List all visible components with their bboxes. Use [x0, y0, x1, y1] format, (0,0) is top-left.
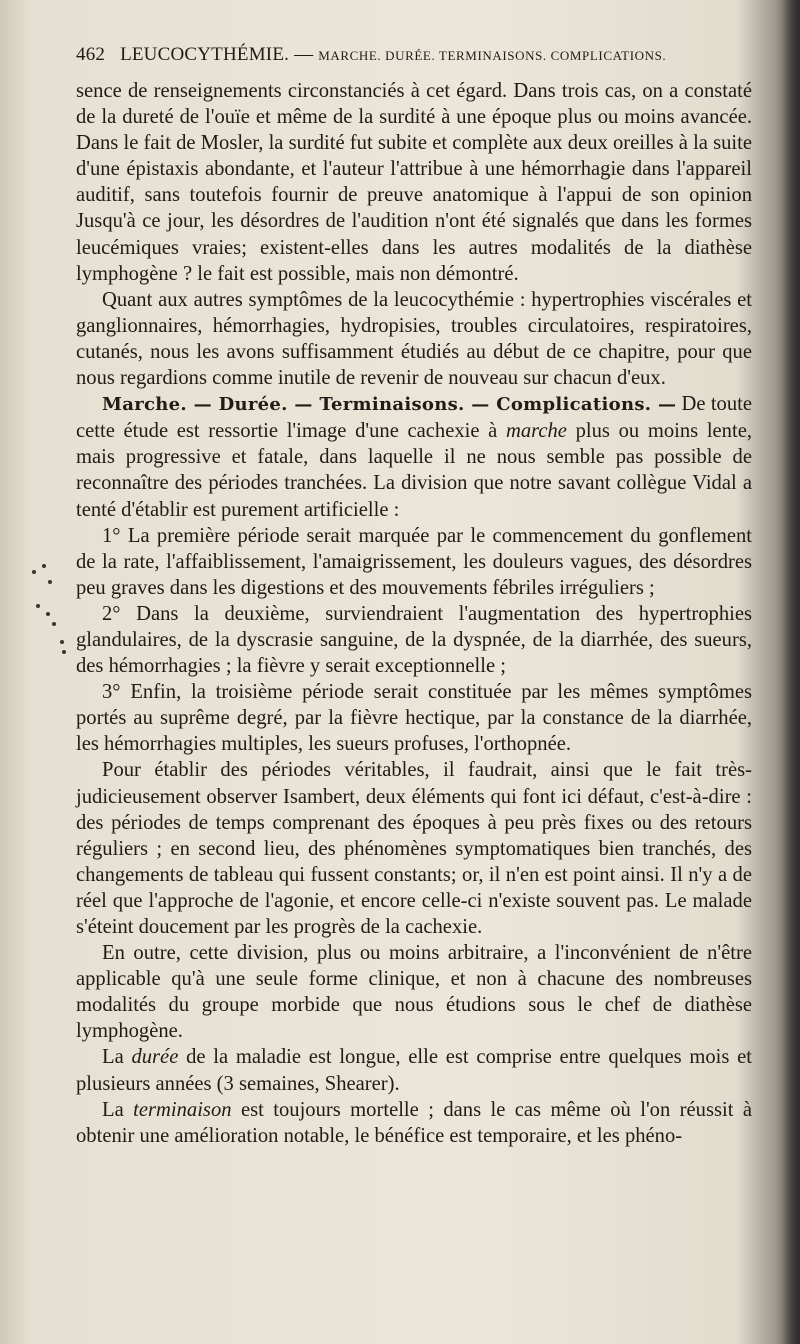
running-header: [76, 44, 756, 66]
paragraph-duree: [76, 1044, 752, 1096]
section-text-b: plus ou moins lente, mais progressive et fatale, dans laquelle il ne nous semble pas possible de reconnaître des périodes tranchées. La division que notre savant collègue Vidal a tenté d'établir est purement artificielle :: [76, 420, 752, 521]
ink-dot: [42, 564, 46, 568]
duree-text-b: de la maladie est longue, elle est comprise entre quelques mois et plusieurs années (3 semaines, Shearer).: [76, 1046, 752, 1095]
period-item-3: 3° Enfin, la troisième période serait constituée par les mêmes symptômes portés au suprême degré, par la fièvre hectique, par la constance de la diarrhée, les hémorrhagies multiples, les sueurs profuses, l'orthopnée.: [76, 681, 752, 756]
duree-text-a: La: [102, 1046, 132, 1069]
ink-dot: [48, 580, 52, 584]
section-italic: marche: [505, 420, 567, 443]
terminaison-italic: terminaison: [133, 1098, 232, 1121]
terminaison-text-b: est toujours mortelle ; dans le cas même où l'on réussit à obtenir une amélioration notable, le bénéfice est temporaire, et les phéno-: [76, 1098, 752, 1147]
margin-ink-marks: [28, 560, 68, 670]
paragraph-terminaison: [76, 1097, 752, 1149]
ink-dot: [60, 640, 64, 644]
page-number: 462: [76, 44, 106, 65]
ink-dot: [36, 604, 40, 608]
section-text-a: De toute cette étude est ressortie l'image d'une cachexie à: [76, 393, 752, 443]
page-edge-shadow: [782, 0, 800, 1344]
period-item-2: 2° Dans la deuxième, surviendraient l'augmentation des hypertrophies glandulaires, de la dyscrasie sanguine, de la dyspnée, de la diarrhée, des sueurs, des hémorrhagies ; la fièvre y serait exceptionnelle ;: [76, 602, 752, 678]
paragraph-symptoms: Quant aux autres symptômes de la leucocythémie : hypertrophies viscérales et ganglionnaires, hémorrhagies, hydropisies, troubles circulatoires, respiratoires, cutanés, nous les avons suffisamment étudiés au début de ce chapitre, pour que nous regardions comme inutile de revenir de nouveau sur chacun d'eux.: [76, 288, 752, 390]
ink-dot: [52, 622, 56, 626]
ink-dot: [62, 650, 66, 654]
section-run-in-heading: Marche. — Durée. — Terminaisons. — Complications. —: [102, 394, 677, 416]
running-subtitle: MARCHE. DURÉE. TERMINAISONS. COMPLICATIONS.: [318, 48, 667, 63]
body-text: [76, 78, 752, 1149]
duree-italic: durée: [131, 1046, 179, 1069]
terminaison-text-a: La: [102, 1098, 134, 1121]
ink-dot: [32, 570, 36, 574]
header-dash: —: [294, 44, 314, 65]
ink-dot: [46, 612, 50, 616]
paragraph-continued: sence de renseignements circonstanciés à cet égard. Dans trois cas, on a constaté de la dureté de l'ouïe et même de la surdité à une époque plus ou moins avancée. Dans le fait de Mosler, la surdité fut subite et complète aux deux oreilles à la suite d'une épistaxis abondante, et l'auteur l'attribue à une hémorrhagie dans l'appareil auditif, sans toutefois fournir de preuve anatomique à l'appui de son opinion Jusqu'à ce jour, les désordres de l'audition n'ont été signalés que dans les formes leucémiques vraies; existent-elles dans les autres modalités de la diathèse lymphogène ? le fait est possible, mais non démontré.: [76, 80, 752, 285]
paragraph-en-outre: En outre, cette division, plus ou moins arbitraire, a l'inconvénient de n'être applicable qu'à une seule forme clinique, et non à chacune des nombreuses modalités du groupe morbide que nous étudions sous le chef de diathèse lymphogène.: [76, 942, 752, 1043]
running-title: LEUCOCYTHÉMIE.: [120, 44, 290, 65]
section-paragraph: [76, 391, 752, 522]
period-item-1: 1° La première période serait marquée par le commencement du gonflement de la rate, l'affaiblissement, l'amaigrissement, les douleurs vagues, des désordres peu graves dans les digestions et des mouvements fébriles irréguliers ;: [76, 524, 752, 599]
paragraph-isambert: Pour établir des périodes véritables, il faudrait, ainsi que le fait très-judicieusement observer Isambert, deux éléments qui font ici défaut, c'est-à-dire : des périodes de temps comprenant des époques à peu près fixes ou des retours réguliers ; en second lieu, des phénomènes symptomatiques bien tranchés, des changements de tableau qui fussent constants; or, il n'en est point ainsi. Il n'y a de réel que l'approche de l'agonie, et encore celle-ci n'existe souvent pas. Le malade s'éteint doucement par les progrès de la cachexie.: [76, 759, 752, 938]
